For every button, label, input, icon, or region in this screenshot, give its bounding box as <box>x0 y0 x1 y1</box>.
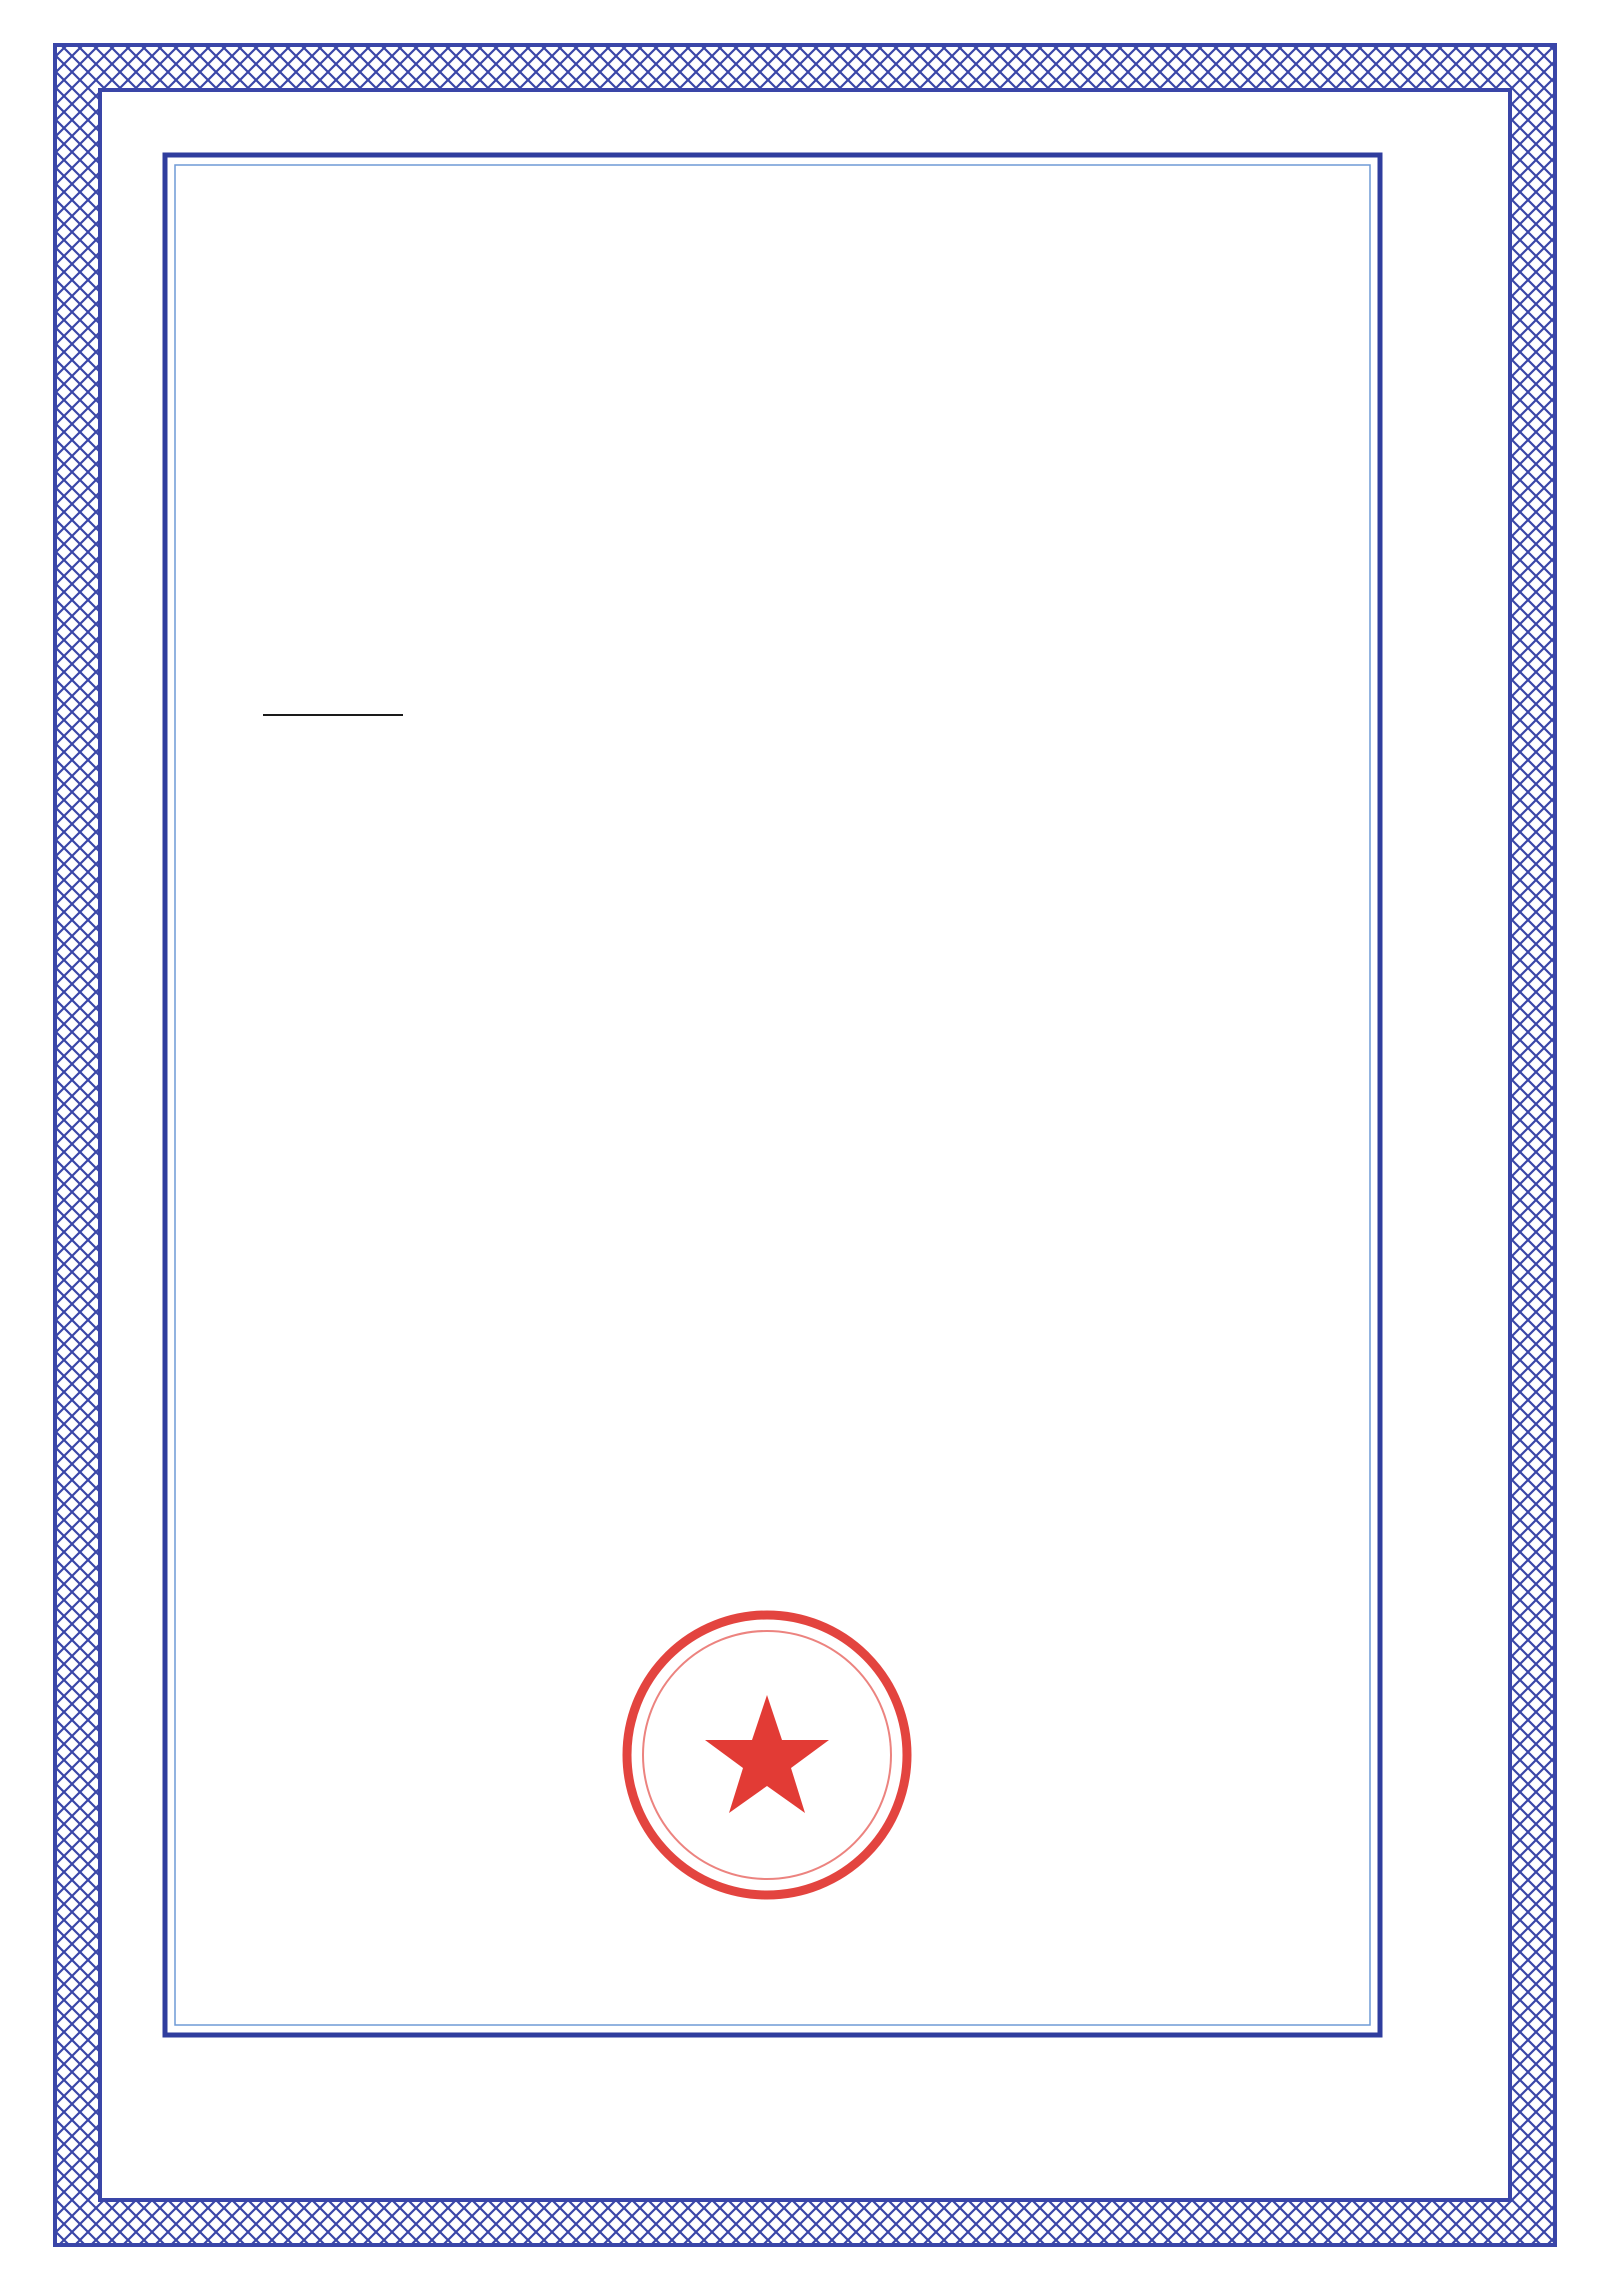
official-seal <box>612 1600 922 1910</box>
star-icon <box>705 1695 829 1813</box>
recipient-name-cn <box>263 712 403 716</box>
